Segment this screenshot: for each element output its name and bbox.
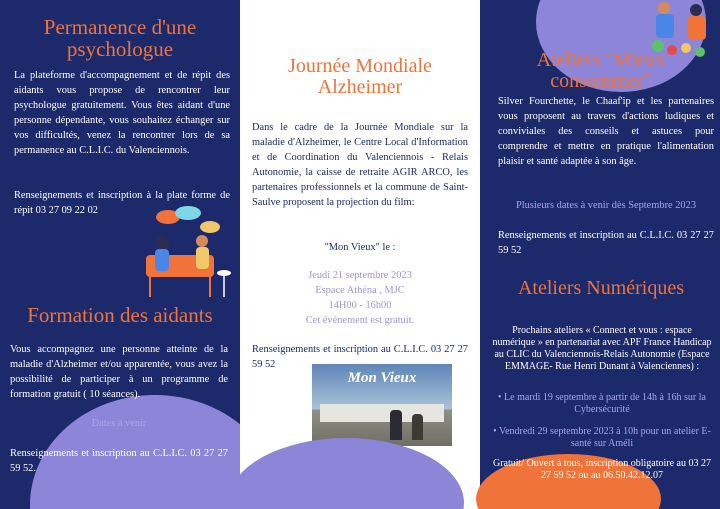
poster-figure-1 [390, 410, 402, 440]
poster-figure-2 [412, 414, 423, 440]
mon-vieux-poster [312, 364, 452, 446]
film-title: "Mon Vieux" le : [324, 242, 396, 253]
formation-text: Vous accompagnez une personne atteinte de la maladie d'Alzheimer et/ou apparentée, vous avez la possibilité de participer à un programme de formation gratuit ( 10 séances). [10, 344, 228, 401]
poster-title: Mon Vieux [347, 370, 417, 386]
lilac-blob-bottom [228, 438, 464, 509]
event-date: Jeudi 21 septembre 2023 [308, 270, 412, 281]
formation-title: Formation des aidants [27, 303, 213, 327]
numeriques-footer: Gratuit/ Ouvert à tous, inscription obligatoire au 03 27 27 59 52 ou au 06.50.42.12.07 [492, 458, 711, 481]
numeriques-title: Ateliers Numériques [517, 277, 685, 299]
conso-dates: Plusieurs dates à venir dès Septembre 2023 [515, 200, 697, 211]
numeriques-text: Prochains ateliers « Connect et vous : espace numérique » en partenariat avec APF France Handicap au CLIC du Valenciennois-Relais Autonomie (Espace EMMAGE- Rue Henri Dunant à Valenciennes) : [492, 325, 712, 372]
left-panel [0, 0, 240, 509]
aidants-conversation-illustration [140, 205, 240, 300]
formation-dates: Dates à venir [91, 418, 147, 429]
numeriques-item-2: • Vendredi 29 septembre 2023 à 10h pour un atelier E-santé sur Améli [493, 426, 711, 449]
conso-title: Ateliers "Mieux consommer" [536, 49, 666, 92]
conso-text: Silver Fourchette, le Chaaf'ip et les partenaires vous proposent au travers d'actions ludiques et conviviales des conseils et astuces pour comprendre et mettre en pratique l'alimentation plaisir et santé adaptée à son âge. [498, 96, 714, 168]
psychologist-contact: Renseignements et inscription à la plate forme de répit 03 27 09 22 02 [14, 190, 230, 217]
event-place: Espace Athéna , MJC [315, 285, 405, 296]
event-time: 14H00 - 16h00 [328, 300, 392, 311]
conso-contact: Renseignements et inscription au C.L.I.C. 03 27 27 59 52 [498, 230, 714, 257]
psychologist-text: La plateforme d'accompagnement et de répit des aidants vous propose de rencontrer leur psychologue gratuitement. Vous êtes aidant d'une personne dépendante, vous souhaitez échanger sur vos difficultés, venez la rencontrer lors de sa permanence au C.L.I.C. du Valenciennois. [14, 70, 230, 157]
alzheimer-title: Journée Mondiale Alzheimer [288, 55, 432, 98]
psychologist-title: Permanence d'une psychologue [43, 15, 197, 62]
alzheimer-contact: Renseignements et inscription au C.L.I.C. 03 27 27 59 52 [252, 344, 468, 371]
poster-buildings [320, 404, 444, 422]
right-panel [480, 0, 720, 509]
formation-contact: Renseignements et inscription au C.L.I.C. 03 27 27 59 52. [10, 448, 228, 475]
numeriques-item-1: • Le mardi 19 septembre à partir de 14h à 16h sur la Cybersécurité [498, 392, 706, 415]
event-free: Cet événement est gratuit. [305, 315, 415, 326]
middle-panel [240, 0, 480, 509]
alzheimer-text: Dans le cadre de la Journée Mondiale sur la maladie d'Alzheimer, le Centre Local d'Information et de Coordination du Valenciennois - Relais Autonomie, la caisse de retraite AGIR ARCO, les partenaires professionnels et la commune de Saint-Saulve proposent la projection du film: [252, 122, 468, 209]
